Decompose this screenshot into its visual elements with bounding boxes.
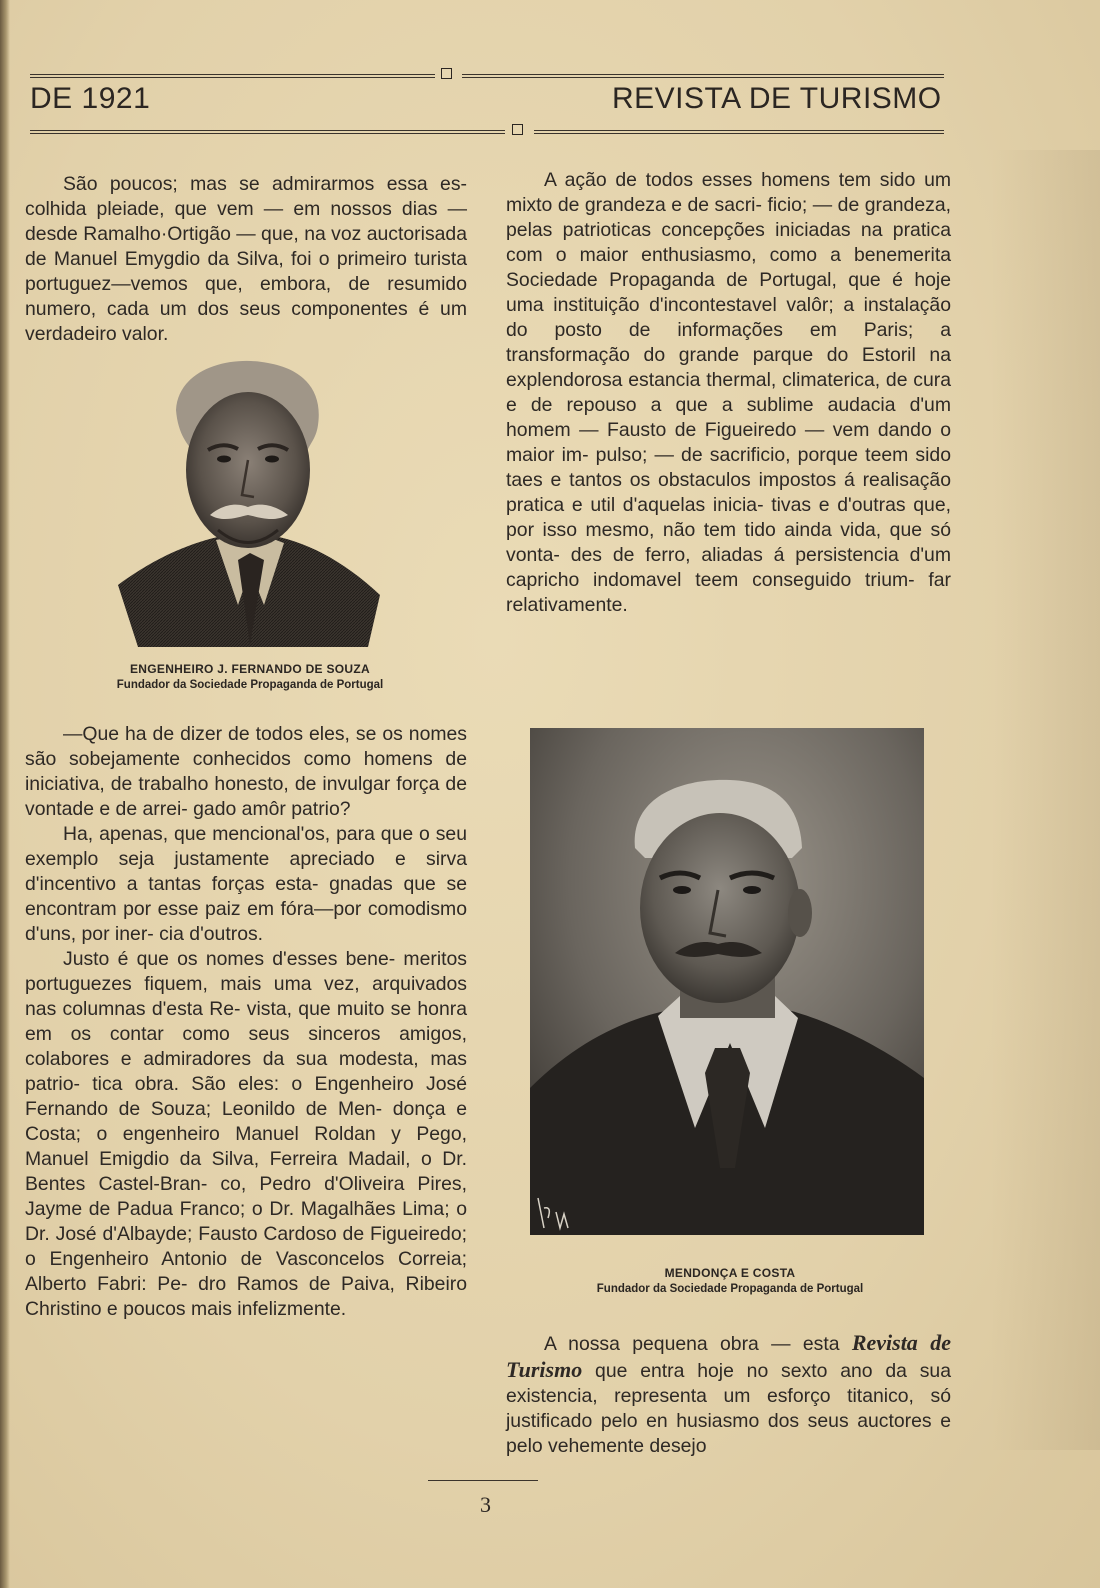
- ornament-square-icon: [512, 124, 523, 135]
- paragraph: A ação de todos esses homens tem sido um mixto de grandeza e de sacri- ficio; — de grandeza, pelas patrioticas concepções iniciadas na pratica com o maior enthusiasmo, como a benemerita Sociedade Propaganda de Portugal, que é hoje uma instituição d'incontestavel valôr; a instalação do posto de informações em Paris; a transformação do grande parque do Estoril na explendorosa estancia thermal, climaterica, de cura e de repouso a que a sublime audacia d'um homem — Fausto de Figueiredo — vem dando o maior im- pulso; — de sacrificio, porque teem sido taes e tantos os obstaculos impostos á realisação pratica e util d'aquelas inicia- tivas e d'outras que, por isso mesmo, não tem tido ainda vida, que só vonta- des de ferro, aliadas á persistencia d'um capricho indomavel teem conseguido trium- far relativamente.: [506, 169, 951, 616]
- paragraph: —Que ha de dizer de todos eles, se os nomes são sobejamente conhecidos como homens de iniciativa, de trabalho honesto, de invulgar força de vontade e de arrei- gado amôr patrio?: [25, 723, 467, 820]
- left-column-top: [25, 172, 467, 347]
- left-column-bottom: [25, 722, 467, 1322]
- page-binding-edge: [0, 0, 10, 1588]
- header-rule-top-right: [462, 74, 944, 78]
- caption-role: Fundador da Sociedade Propaganda de Portugal: [596, 1283, 864, 1295]
- text-run: A nossa pequena obra — esta: [544, 1333, 840, 1355]
- caption-name: ENGENHEIRO J. FERNANDO DE SOUZA: [130, 662, 370, 676]
- page-number: 3: [480, 1492, 491, 1517]
- header-rule-top-left: [30, 74, 435, 78]
- facing-page-bleed: [990, 150, 1100, 1450]
- caption-role: Fundador da Sociedade Propaganda de Portugal: [116, 679, 384, 691]
- paragraph: Ha, apenas, que mencional'os, para que o seu exemplo seja justamente apreciado e sirva d'incentivo a tantas forças esta- gnadas que se encontram por esse paiz em fóra—por comodismo d'uns, por iner- cia d'outros.: [25, 823, 467, 945]
- paragraph: São poucos; mas se admirarmos essa es- colhida pleiade, que vem — em nossos dias — desde Ramalho·Ortigão — que, na voz auctorisada de Manuel Emygdio da Silva, foi o primeiro turista portuguez—vemos que, embora, de resumido numero, cada um dos seus componentes é um verdadeiro valor.: [25, 173, 467, 345]
- caption-name: MENDONÇA E COSTA: [664, 1266, 796, 1280]
- right-column-top: [506, 168, 951, 618]
- paragraph: Justo é que os nomes d'esses bene- meritos portuguezes fiquem, mais uma vez, arquivados nas columnas d'esta Re- vista, que muito se honra em os contar como seus sinceros amigos, colabores e admiradores da sua modesta, mas patrio- tica obra. São eles: o Engenheiro José Fernando de Souza; Leonildo de Men- donça e Costa; o engenheiro Manuel Roldan y Pego, Manuel Emigdio da Silva, Ferreira Madail, o Dr. Bentes Castel-Bran- co, Pedro d'Oliveira Pires, Jayme de Padua Franco; o Dr. Magalhães Lima; o Dr. José d'Albayde; Fausto Cardoso de Figueiredo; o Engenheiro Antonio de Vasconcelos Correia; Alberto Fabri: Pe- dro Ramos de Paiva, Ribeiro Christino e poucos mais infelizmente.: [25, 948, 467, 1320]
- header-title: REVISTA DE TURISMO: [612, 82, 942, 115]
- portrait-fernando-de-souza: [118, 355, 380, 655]
- text-run: que entra hoje no sexto ano da sua existencia, representa um esforço titanico, só justificado pelo en husiasmo dos seus auctores e pelo vehemente desejo: [506, 1360, 951, 1457]
- photo-2-caption: [540, 1266, 920, 1295]
- header-rule-bottom-right: [534, 130, 944, 134]
- magazine-name-italic: Revista de Turismo: [506, 1330, 951, 1382]
- header-date: DE 1921: [30, 82, 151, 115]
- ornament-square-icon: [441, 68, 452, 79]
- paragraph: [506, 1330, 951, 1459]
- footer-rule: [428, 1480, 538, 1481]
- right-column-bottom: [506, 1330, 951, 1459]
- header-rule-bottom-left: [30, 130, 505, 134]
- portrait-mendonca-e-costa: [530, 728, 924, 1235]
- photo-1-caption: [70, 662, 430, 691]
